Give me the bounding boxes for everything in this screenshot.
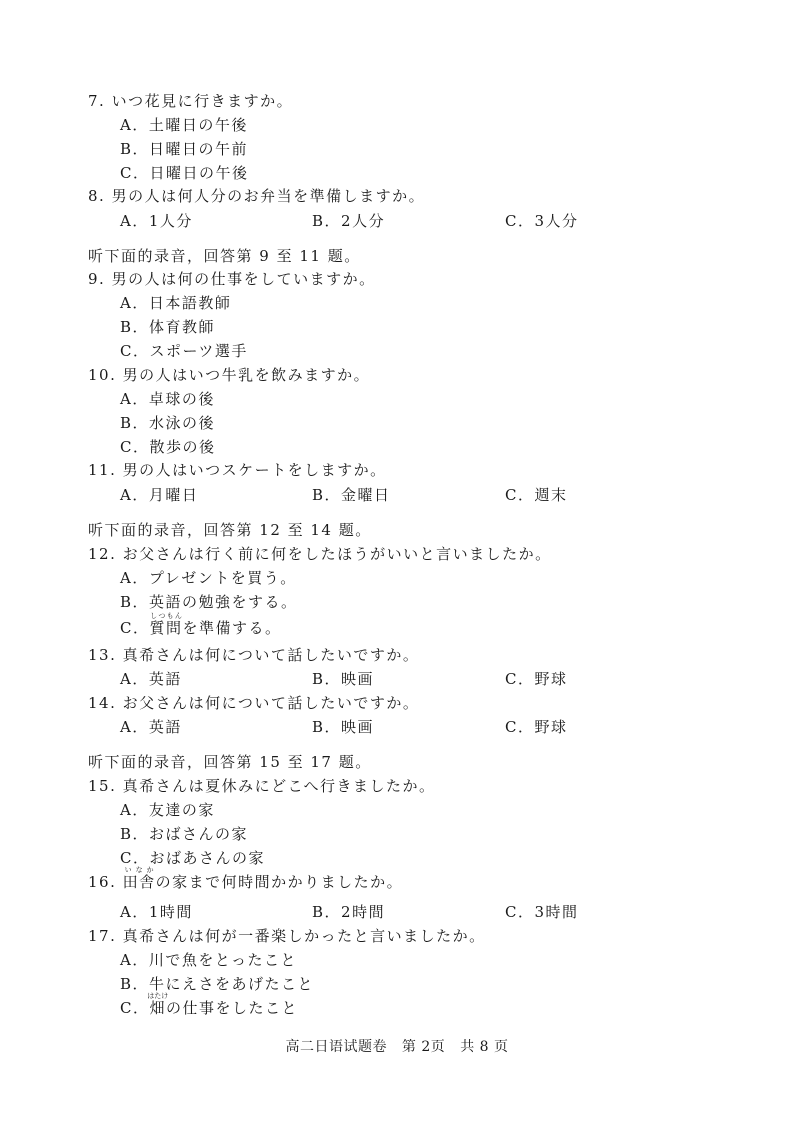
question-10: 10. 男の人はいつ牛乳を飲みますか。 [88, 366, 371, 384]
question-11: 11. 男の人はいつスケートをしますか。 [88, 461, 387, 479]
option-17a: A．川で魚をとったこと [120, 951, 298, 969]
ruby-inaka: 田舎いなか [122, 866, 156, 891]
option-14a: A．英語 [120, 718, 182, 736]
option-14b: B．映画 [312, 718, 375, 736]
option-11c: C．週末 [505, 486, 568, 504]
option-7a: A．土曜日の午後 [120, 116, 248, 134]
option-11b: B．金曜日 [312, 486, 391, 504]
option-9b: B．体育教師 [120, 318, 216, 336]
option-10b: B．水泳の後 [120, 414, 216, 432]
option-8c: C．3人分 [505, 212, 579, 230]
page-footer [0, 1036, 794, 1056]
option-16c: C．3時間 [505, 903, 579, 921]
footer-total: 共 8 页 [460, 1039, 509, 1055]
section-instruction-9-11: 听下面的录音，回答第 9 至 11 题。 [88, 247, 361, 265]
option-8a: A．1人分 [120, 212, 193, 230]
question-7: 7. いつ花見に行きますか。 [88, 92, 294, 110]
option-14c: C．野球 [505, 718, 568, 736]
question-13: 13. 真希さんは何について話したいですか。 [88, 646, 420, 664]
question-15: 15. 真希さんは夏休みにどこへ行きましたか。 [88, 777, 436, 795]
ruby-shitsumon: 質問しつもん [149, 612, 183, 637]
question-9: 9. 男の人は何の仕事をしていますか。 [88, 270, 376, 288]
option-16b: B．2時間 [312, 903, 386, 921]
option-8b: B．2人分 [312, 212, 386, 230]
ruby-hatake: 畑はたけ [147, 992, 169, 1017]
option-7c: C．日曜日の午後 [120, 164, 249, 182]
option-10c: C．散歩の後 [120, 438, 216, 456]
option-16a: A．1時間 [120, 903, 193, 921]
option-10a: A．卓球の後 [120, 390, 215, 408]
option-12b: B．英語の勉強をする。 [120, 593, 298, 611]
option-12a: A．プレゼントを買う。 [120, 569, 297, 587]
option-13c: C．野球 [505, 670, 568, 688]
option-17c: C．畑はたけの仕事をしたこと [120, 992, 299, 1017]
footer-page: 第 2页 [401, 1039, 446, 1055]
question-8: 8. 男の人は何人分のお弁当を準備しますか。 [88, 187, 426, 205]
question-12: 12. お父さんは行く前に何をしたほうがいいと言いましたか。 [88, 545, 552, 563]
footer-title: 高二日语试题卷 [285, 1039, 387, 1055]
option-15c: C．おばあさんの家 [120, 849, 265, 867]
option-13b: B．映画 [312, 670, 375, 688]
option-11a: A．月曜日 [120, 486, 199, 504]
section-instruction-12-14: 听下面的录音，回答第 12 至 14 题。 [88, 521, 372, 539]
option-15a: A．友達の家 [120, 801, 215, 819]
option-15b: B．おばさんの家 [120, 825, 249, 843]
option-17b: B．牛にえさをあげたこと [120, 975, 315, 993]
option-9a: A．日本語教師 [120, 294, 232, 312]
question-17: 17. 真希さんは何が一番楽しかったと言いましたか。 [88, 927, 486, 945]
option-13a: A．英語 [120, 670, 182, 688]
option-9c: C．スポーツ選手 [120, 342, 248, 360]
option-12c: C．質問しつもんを準備する。 [120, 612, 282, 637]
section-instruction-15-17: 听下面的录音，回答第 15 至 17 题。 [88, 753, 372, 771]
option-7b: B．日曜日の午前 [120, 140, 249, 158]
question-16: 16. 田舎いなかの家まで何時間かかりましたか。 [88, 866, 404, 891]
question-14: 14. お父さんは何について話したいですか。 [88, 694, 420, 712]
